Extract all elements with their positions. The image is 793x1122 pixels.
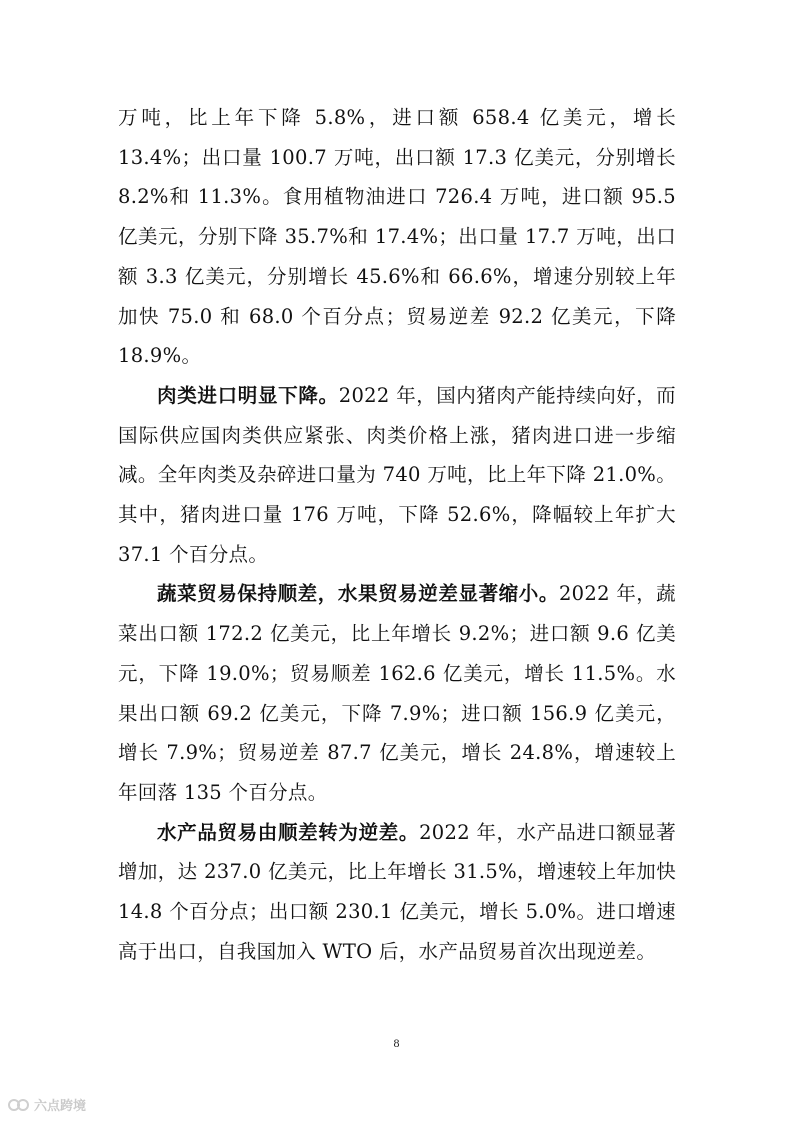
watermark-text: 六点跨境 <box>34 1099 87 1114</box>
paragraph-vegetable-fruit-trade <box>118 574 676 812</box>
paragraph-text: 万吨，比上年下降 5.8%，进口额 658.4 亿美元，增长 13.4%；出口量 100.7 万吨，出口额 17.3 亿美元，分别增长 8.2%和 11.3%。食用植物油进口 726.4 万吨，进口额 95.5 亿美元，分别下降 35.7%和 17.4%；出口量 17.7 万吨，出口额 3.3 亿美元，分别增长 45.6%和 66.6%，增速分别较上年加快 75.0 和 68.0 个百分点；贸易逆差 92.2 亿美元，下降 18.9%。 <box>118 106 676 368</box>
paragraph-lead: 肉类进口明显下降。 <box>157 383 339 407</box>
paragraph-continuation <box>118 98 676 376</box>
paragraph-lead: 水产品贸易由顺差转为逆差。 <box>157 820 420 844</box>
watermark <box>8 1095 86 1114</box>
paragraph-aquatic-trade <box>118 813 676 972</box>
paragraph-text: 2022 年，水产品进口额显著增加，达 237.0 亿美元，比上年增长 31.5%，增速较上年加快 14.8 个百分点；出口额 230.1 亿美元，增长 5.0%。进口增速高于出口，自我国加入 WTO 后，水产品贸易首次出现逆差。 <box>118 820 676 963</box>
paragraph-text: 2022 年，蔬菜出口额 172.2 亿美元，比上年增长 9.2%；进口额 9.6 亿美元，下降 19.0%；贸易顺差 162.6 亿美元，增长 11.5%。水果出口额 69.2 亿美元，下降 7.9%；进口额 156.9 亿美元，增长 7.9%；贸易逆差 87.7 亿美元，增长 24.8%，增速较上年回落 135 个百分点。 <box>118 582 676 804</box>
paragraph-lead: 蔬菜贸易保持顺差，水果贸易逆差显著缩小。 <box>157 582 559 606</box>
body-text <box>118 98 676 971</box>
paragraph-meat-imports <box>118 376 676 575</box>
page-number: 8 <box>393 1036 400 1050</box>
brand-logo-icon <box>8 1097 30 1113</box>
paragraph-text: 2022 年，国内猪肉产能持续向好，而国际供应国肉类供应紧张、肉类价格上涨，猪肉进口进一步缩减。全年肉类及杂碎进口量为 740 万吨，比上年下降 21.0%。其中，猪肉进口量 176 万吨，下降 52.6%，降幅较上年扩大 37.1 个百分点。 <box>118 383 676 566</box>
